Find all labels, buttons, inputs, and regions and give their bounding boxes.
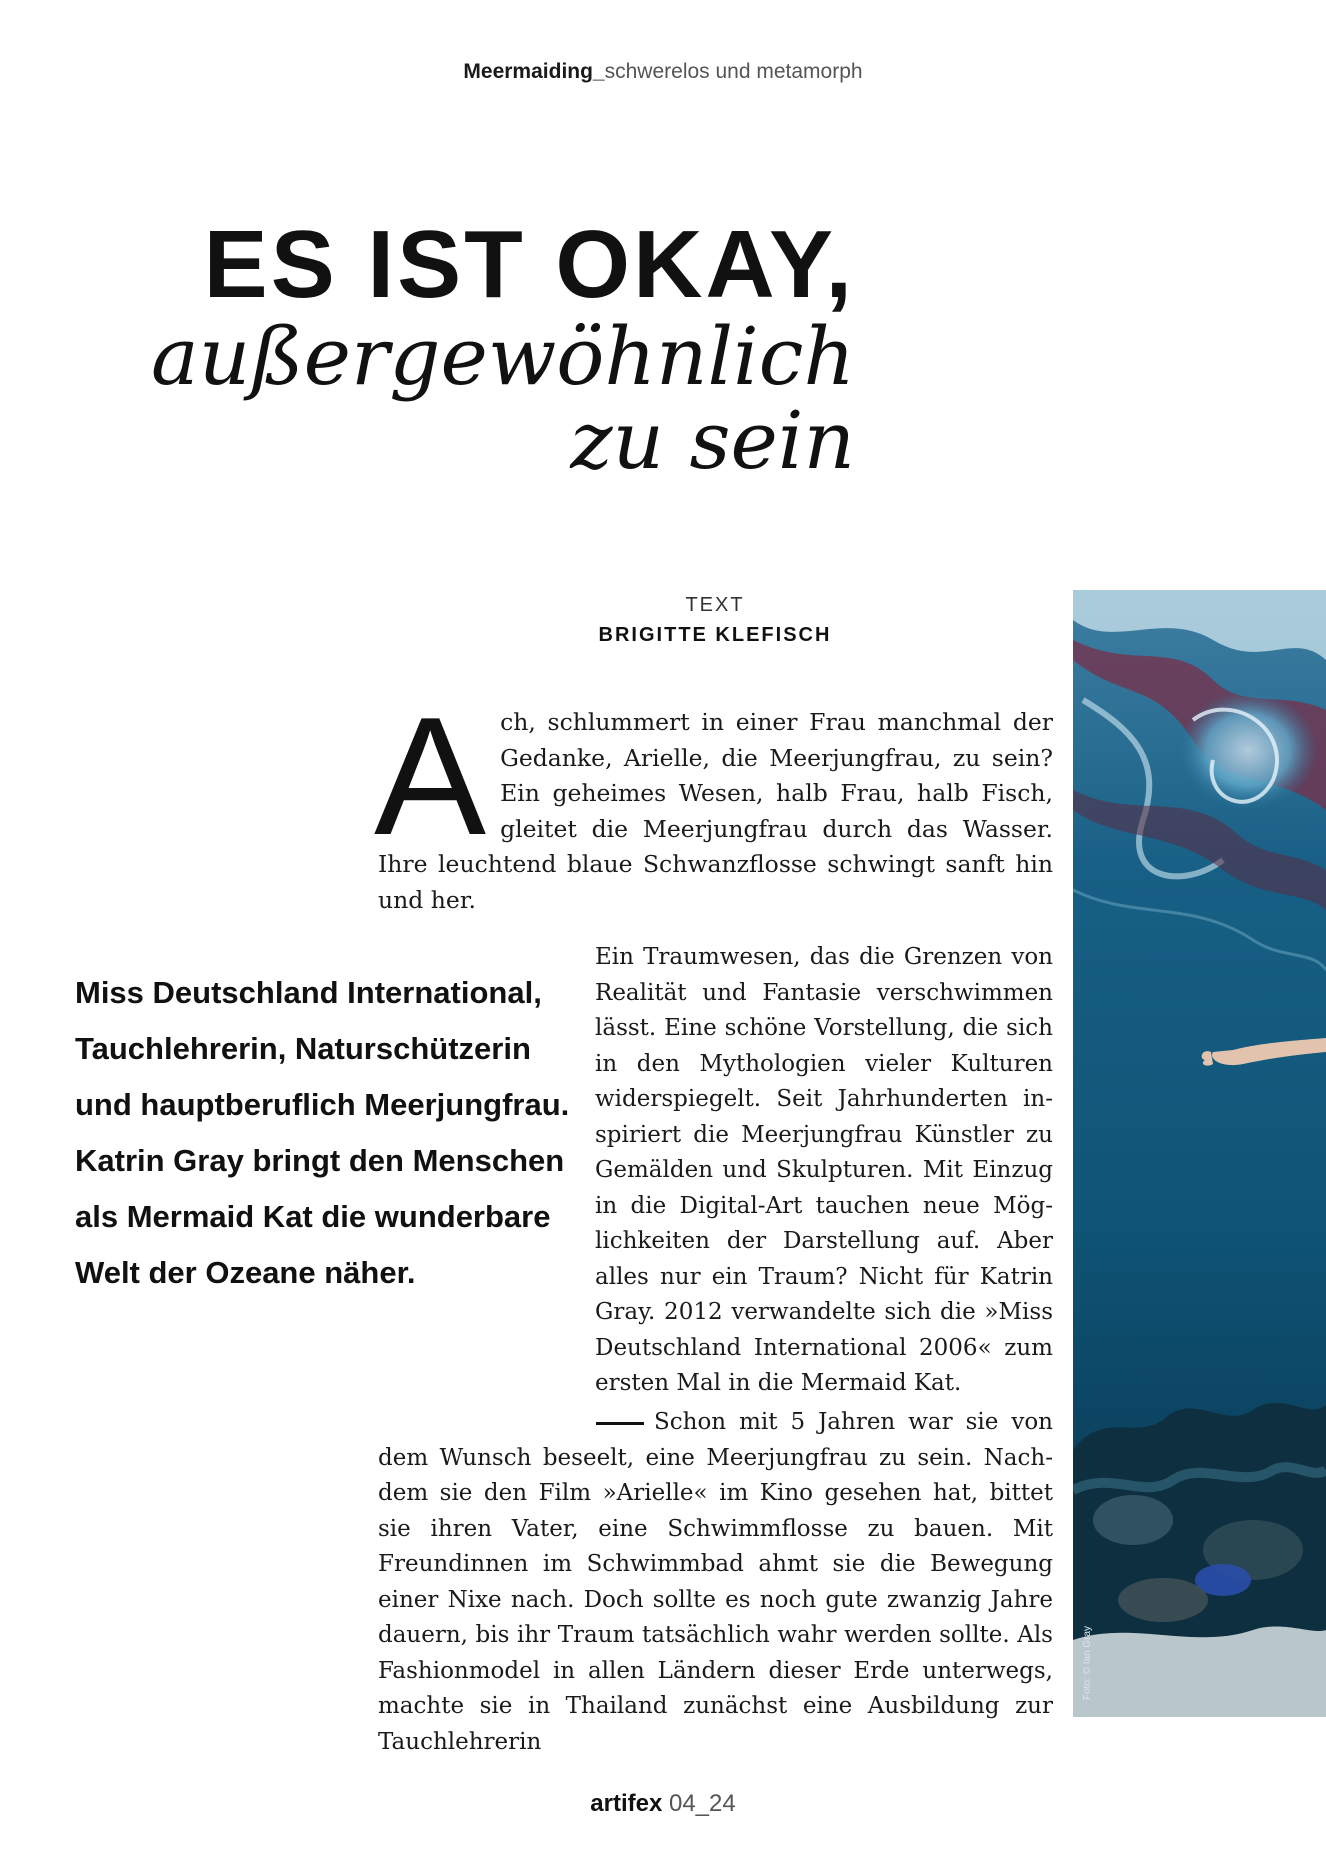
byline-label: TEXT bbox=[685, 594, 745, 616]
body-column-bottom bbox=[378, 1405, 1053, 1760]
running-header bbox=[0, 60, 1326, 84]
drop-cap: A bbox=[374, 682, 487, 870]
section-dash bbox=[596, 1422, 644, 1425]
headline-sub-line1: außergewöhnlich bbox=[151, 310, 855, 403]
pull-quote-text: Miss Deutschland International, Tauchlehrerin, Naturschützerin und hauptberuflich Meerjungfrau. Katrin Gray bringt den Menschen als Mermaid Kat die wunderbare Welt der Ozeane näher. bbox=[75, 975, 570, 1290]
underwater-photo-art bbox=[1073, 590, 1326, 1717]
underwater-photo bbox=[1073, 590, 1326, 1717]
page-footer bbox=[0, 1790, 1326, 1818]
headline-main: ES IST OKAY, bbox=[203, 211, 855, 318]
byline-author: BRIGITTE KLEFISCH bbox=[598, 624, 832, 646]
headline-sub-line2: zu sein bbox=[570, 394, 855, 487]
intro-paragraph bbox=[374, 682, 1053, 918]
section-name: Meermaiding_ bbox=[463, 60, 605, 83]
pull-quote bbox=[75, 965, 580, 1301]
photo-credit: Foto: © Ian Gray bbox=[1082, 1625, 1093, 1700]
body-column-right bbox=[595, 940, 1053, 1402]
headline bbox=[140, 211, 855, 487]
intro-text: ch, schlummert in einer Frau manchmal der Gedanke, Arielle, die Meerjungfrau, zu sein? Ein geheimes Wesen, halb Frau, halb Fisch, gleitet die Meerjungfrau durch das Wasser. Ihre leuchtend blaue Schwanzflosse schwingt sanft hin und her. bbox=[378, 708, 1053, 914]
body-text-bottom: Schon mit 5 Jahren war sie von dem Wunsch beseelt, eine Meerjungfrau zu sein. Nachdem sie den Film »Arielle« im Kino gesehen hat, bittet sie ihren Vater, eine Schwimmflosse zu bauen. Mit Freundinnen im Schwimmbad ahmt sie die Bewegung einer Nixe nach. Doch sollte es noch gute zwanzig Jahre dauern, bis ihr Traum tatsächlich wahr werden sollte. Als Fashionmodel in allen Ländern dieser Erde unterwegs, machte sie in Thailand zunächst eine Ausbildung zur Tauchlehrerin bbox=[378, 1409, 1053, 1755]
issue-number: 04_24 bbox=[662, 1790, 736, 1817]
body-text-right: Ein Traumwesen, das die Grenzen von Realität und Fantasie verschwimmen lässt. Eine schöne Vorstellung, die sich in den Mythologien vieler Kulturen widerspiegelt. Seit Jahrhunderten inspiriert die Meerjungfrau Künstler zu Gemälden und Skulpturen. Mit Einzug in die Digital-Art tauchen neue Möglichkeiten der Darstellung auf. Aber alles nur ein Traum? Nicht für Katrin Gray. 2012 verwandelte sich die »Miss Deutschland International 2006« zum ersten Mal in die Mermaid Kat. bbox=[595, 944, 1053, 1396]
byline bbox=[575, 590, 855, 650]
section-subtitle: schwerelos und metamorph bbox=[604, 60, 863, 83]
magazine-brand: artifex bbox=[590, 1790, 663, 1817]
